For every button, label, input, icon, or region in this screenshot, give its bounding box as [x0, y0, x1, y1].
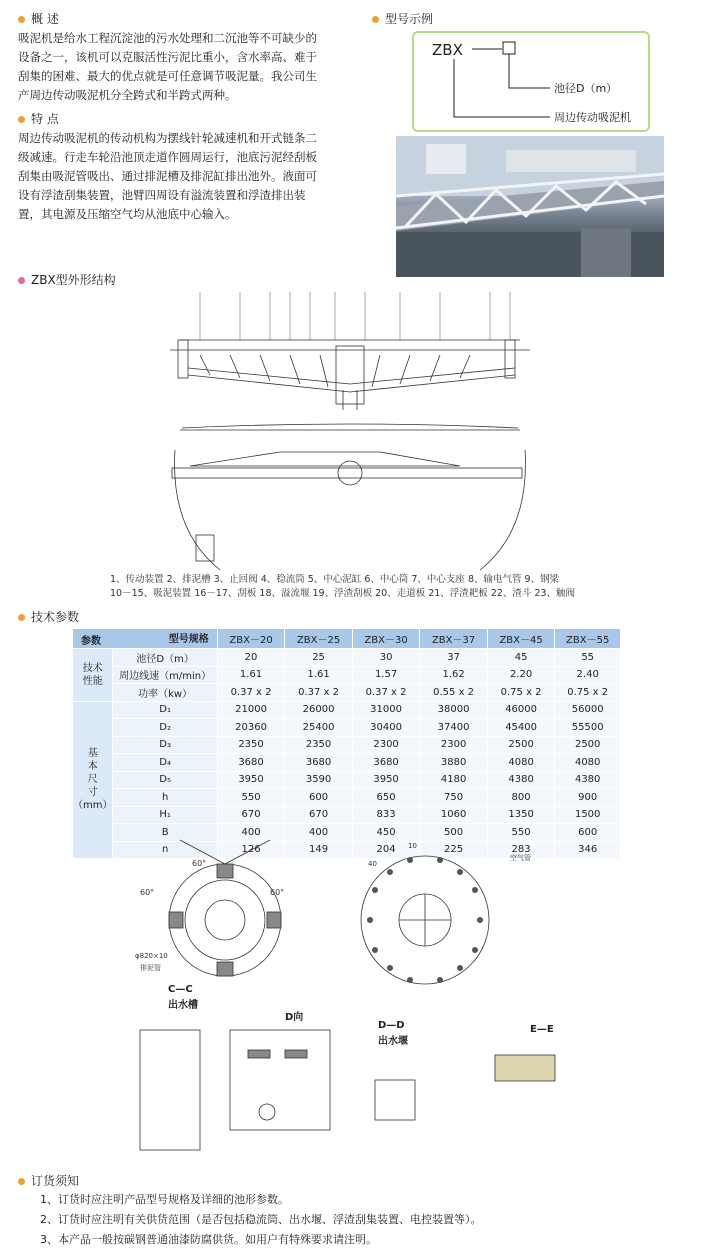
row-label: 周边线速（m/min）: [113, 666, 217, 684]
table-cell: 20360: [217, 719, 285, 737]
table-cell: 46000: [487, 701, 555, 719]
features-section: [18, 110, 363, 224]
table-cell: 38000: [420, 701, 488, 719]
table-cell: 45: [487, 649, 555, 667]
angle-label: 60°: [192, 859, 207, 868]
table-row: [73, 754, 621, 772]
table-cell: 2350: [217, 736, 285, 754]
table-cell: 4080: [555, 754, 621, 772]
row-label: D₅: [113, 771, 217, 789]
table-cell: 1.61: [217, 666, 285, 684]
overview-line: 吸泥机是给水工程沉淀池的污水处理和二沉池等不可缺少的: [18, 31, 317, 45]
features-line: 设有浮渣刮集装置，池臂四周设有溢流装置和浮渣排出装: [18, 188, 306, 202]
table-cell: 0.75 x 2: [555, 684, 621, 702]
table-cell: 4380: [487, 771, 555, 789]
table-cell: 37: [420, 649, 488, 667]
angle-label: 60°: [270, 888, 285, 897]
table-cell: 2500: [555, 736, 621, 754]
d-view-title: D向: [285, 1012, 304, 1023]
table-cell: 450: [352, 824, 420, 842]
row-label: 功率（kw）: [113, 684, 217, 702]
specs-table: [72, 628, 621, 859]
specs-table-wrap: [72, 628, 622, 859]
dim-label: 10: [408, 842, 417, 850]
structure-title: ZBX型外形结构: [31, 273, 116, 287]
table-cell: 26000: [285, 701, 353, 719]
table-cell: 2500: [487, 736, 555, 754]
product-photo: [396, 136, 664, 277]
specs-title: 技术参数: [31, 610, 80, 624]
bullet-icon: [18, 16, 25, 23]
table-cell: 1.57: [352, 666, 420, 684]
row-label: D₁: [113, 701, 217, 719]
overview-section: [18, 10, 363, 105]
features-heading: [18, 110, 363, 127]
overview-heading: [18, 10, 363, 27]
table-cell: 400: [285, 824, 353, 842]
table-cell: 4180: [420, 771, 488, 789]
structure-legend: [110, 573, 575, 601]
dim-label: 40: [368, 860, 377, 868]
table-cell: 2300: [420, 736, 488, 754]
table-cell: 900: [555, 789, 621, 807]
table-cell: 283: [487, 841, 555, 859]
corner-bottom: 参数: [81, 636, 101, 647]
table-row: [73, 824, 621, 842]
model-column-header: ZBX－25: [285, 629, 353, 649]
corner-top: 型号规格: [168, 634, 209, 645]
table-cell: 750: [420, 789, 488, 807]
table-header-row: [73, 629, 621, 649]
table-cell: 3950: [352, 771, 420, 789]
bullet-icon: [18, 277, 25, 284]
table-cell: 2.20: [487, 666, 555, 684]
bullet-icon: [18, 116, 25, 123]
table-row: [73, 736, 621, 754]
air-pipe-label: 空气管: [510, 854, 531, 862]
model-code: ZBX: [432, 41, 463, 59]
table-cell: 204: [352, 841, 420, 859]
ordering-item: 2、订货时应注明有关供货范围（是否包括稳流筒、出水堰、浮渣刮集装置、电控装置等）。: [40, 1213, 482, 1226]
features-line: 级减速。行走车轮沿池顶走道作圆周运行，池底污泥经刮板: [18, 150, 317, 164]
features-text: [18, 129, 363, 224]
table-cell: 25: [285, 649, 353, 667]
dd-title: D—D: [378, 1020, 405, 1031]
specs-heading: [18, 608, 79, 625]
model-column-header: ZBX－30: [352, 629, 420, 649]
model-label-type: 周边传动吸泥机: [554, 111, 631, 124]
table-cell: 149: [285, 841, 353, 859]
pipe-label: 排泥管: [140, 964, 161, 972]
cc-title: C—C: [168, 984, 193, 995]
overview-line: 产周边传动吸泥机分全跨式和半跨式两种。: [18, 88, 237, 102]
table-cell: 2350: [285, 736, 353, 754]
bridge-illustration: [396, 136, 664, 277]
legend-line: 10－15、吸泥装置 16－17、刮板 18、溢流堰 19、浮渣刮板 20、走道板 21、浮渣耙板 22、渣斗 23、触阀: [110, 588, 576, 599]
structure-drawing: [160, 280, 550, 580]
bullet-icon: [18, 1178, 25, 1185]
table-cell: 500: [420, 824, 488, 842]
legend-line: 1、传动装置 2、排泥槽 3、止回阀 4、稳流筒 5、中心泥缸 6、中心筒 7、中心支座 8、输电气管 9、钢梁: [110, 574, 560, 585]
table-cell: 1060: [420, 806, 488, 824]
angle-label: 60°: [140, 888, 155, 897]
table-cell: 25400: [285, 719, 353, 737]
cc-subtitle: 出水槽: [168, 1000, 198, 1011]
table-cell: 225: [420, 841, 488, 859]
table-cell: 0.37 x 2: [217, 684, 285, 702]
table-cell: 670: [285, 806, 353, 824]
table-row: [73, 789, 621, 807]
table-cell: 4080: [487, 754, 555, 772]
model-heading: [372, 10, 433, 27]
table-cell: 550: [487, 824, 555, 842]
table-cell: 55500: [555, 719, 621, 737]
table-cell: 126: [217, 841, 285, 859]
detail-drawings: [120, 842, 610, 1170]
row-label: D₂: [113, 719, 217, 737]
table-cell: 45400: [487, 719, 555, 737]
row-label: B: [113, 824, 217, 842]
model-column-header: ZBX－37: [420, 629, 488, 649]
table-row: [73, 719, 621, 737]
table-cell: 20: [217, 649, 285, 667]
model-diagram: [414, 33, 648, 130]
table-cell: 800: [487, 789, 555, 807]
table-cell: 4380: [555, 771, 621, 789]
table-cell: 2300: [352, 736, 420, 754]
row-label: D₃: [113, 736, 217, 754]
structure-heading: [18, 271, 116, 288]
group-label: 基 本 尺 寸 （mm）: [73, 701, 113, 859]
features-line: 周边传动吸泥机的传动机构为摆线针轮减速机和开式链条二: [18, 131, 317, 145]
table-cell: 0.55 x 2: [420, 684, 488, 702]
model-column-header: ZBX－45: [487, 629, 555, 649]
features-title: 特 点: [31, 112, 59, 126]
table-cell: 1350: [487, 806, 555, 824]
table-cell: 30: [352, 649, 420, 667]
table-cell: 1500: [555, 806, 621, 824]
ordering-list: [40, 1190, 698, 1250]
table-cell: 55: [555, 649, 621, 667]
table-row: [73, 701, 621, 719]
table-cell: 3680: [285, 754, 353, 772]
ee-title: E—E: [530, 1024, 554, 1035]
overview-line: 刮集的困难、最大的优点就是可任意调节吸泥量。我公司生: [18, 69, 317, 83]
table-cell: 56000: [555, 701, 621, 719]
table-row: [73, 806, 621, 824]
table-cell: 2.40: [555, 666, 621, 684]
model-title: 型号示例: [385, 12, 434, 26]
model-square: [503, 42, 515, 54]
table-row: [73, 649, 621, 667]
table-cell: 0.37 x 2: [285, 684, 353, 702]
overview-title: 概 述: [31, 12, 59, 26]
ordering-item: 3、本产品一般按碳钢普通油漆防腐供货。如用户有特殊要求请注明。: [40, 1233, 377, 1246]
bullet-icon: [18, 614, 25, 621]
table-cell: 0.37 x 2: [352, 684, 420, 702]
model-box: [412, 31, 650, 132]
table-row: [73, 666, 621, 684]
ordering-item: 1、订货时应注明产品型号规格及详细的池形参数。: [40, 1193, 289, 1206]
table-cell: 31000: [352, 701, 420, 719]
features-line: 置，其电源及压缩空气均从池底中心输入。: [18, 207, 237, 221]
overview-text: [18, 29, 363, 105]
table-cell: 600: [285, 789, 353, 807]
row-label: n: [113, 841, 217, 859]
table-cell: 670: [217, 806, 285, 824]
group-label: 技术 性能: [73, 649, 113, 702]
table-cell: 550: [217, 789, 285, 807]
row-label: 池径D（m）: [113, 649, 217, 667]
table-cell: 3680: [217, 754, 285, 772]
table-cell: 3680: [352, 754, 420, 772]
table-cell: 0.75 x 2: [487, 684, 555, 702]
table-cell: 650: [352, 789, 420, 807]
table-cell: 1.61: [285, 666, 353, 684]
corner-cell: [73, 629, 218, 649]
table-cell: 30400: [352, 719, 420, 737]
table-cell: 833: [352, 806, 420, 824]
table-row: [73, 684, 621, 702]
ordering-title: 订货须知: [31, 1174, 80, 1188]
model-label-diameter: 池径D（m）: [554, 82, 618, 95]
table-cell: 37400: [420, 719, 488, 737]
table-cell: 3880: [420, 754, 488, 772]
row-label: D₄: [113, 754, 217, 772]
table-cell: 400: [217, 824, 285, 842]
bullet-icon: [372, 16, 379, 23]
dd-subtitle: 出水堰: [378, 1036, 408, 1047]
table-row: [73, 771, 621, 789]
ordering-section: [18, 1172, 698, 1250]
table-cell: 3590: [285, 771, 353, 789]
table-cell: 21000: [217, 701, 285, 719]
table-cell: 346: [555, 841, 621, 859]
row-label: H₁: [113, 806, 217, 824]
overview-line: 设备之一，该机可以克服活性污泥比重小，含水率高、难于: [18, 50, 317, 64]
model-column-header: ZBX－20: [217, 629, 285, 649]
ordering-heading: [18, 1172, 698, 1189]
model-column-header: ZBX－55: [555, 629, 621, 649]
features-line: 刮集由吸泥管吸出、通过排泥槽及排泥缸排出池外。液面可: [18, 169, 317, 183]
table-cell: 3950: [217, 771, 285, 789]
row-label: h: [113, 789, 217, 807]
diameter-leader: [509, 54, 550, 88]
table-cell: 1.62: [420, 666, 488, 684]
table-cell: 600: [555, 824, 621, 842]
pipe-dim: φ820×10: [135, 952, 168, 960]
